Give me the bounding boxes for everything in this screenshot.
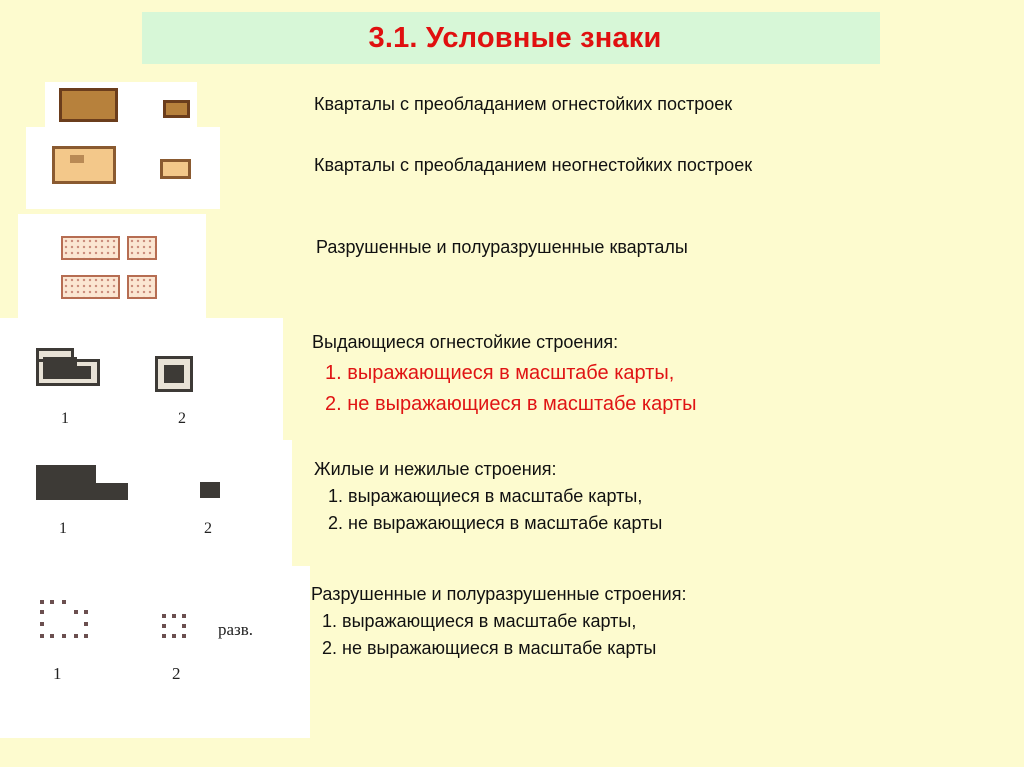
legend-ruined-blocks: Разрушенные и полуразрушенные кварталы xyxy=(316,237,688,257)
slide-title: 3.1. Условные знаки xyxy=(368,21,662,54)
title-bar xyxy=(142,12,880,64)
nonfireproof-block-inner-mark xyxy=(70,155,84,163)
residential-building-unscaled-symbol xyxy=(200,482,220,498)
residential-building-scaled-symbol-part-b xyxy=(94,483,128,500)
ruined-block-symbol-2 xyxy=(127,236,157,260)
legend-ruined-buildings-item-1: 1. выражающиеся в масштабе карты, xyxy=(322,611,637,631)
legend-residential-buildings-heading: Жилые и нежилые строения: xyxy=(314,459,557,479)
residential-building-number-2: 2 xyxy=(204,520,212,537)
legend-outstanding-buildings-heading: Выдающиеся огнестойкие строения: xyxy=(312,332,619,352)
outstanding-building-number-1: 1 xyxy=(61,410,69,427)
outstanding-building-scaled-symbol xyxy=(36,348,100,386)
fireproof-block-large-symbol xyxy=(59,88,118,122)
fireproof-block-small-symbol xyxy=(163,100,190,118)
nonfireproof-block-large-symbol xyxy=(52,146,116,184)
ruined-block-symbol-4 xyxy=(127,275,157,299)
nonfireproof-block-small-symbol xyxy=(160,159,191,179)
ruined-block-symbol-1 xyxy=(61,236,120,260)
legend-residential-buildings-item-2: 2. не выражающиеся в масштабе карты xyxy=(328,513,663,533)
ruined-building-unscaled-symbol xyxy=(160,612,190,642)
legend-outstanding-buildings-item-1: 1. выражающиеся в масштабе карты, xyxy=(325,362,675,384)
outstanding-building-unscaled-symbol xyxy=(155,356,193,392)
symbol-panel-residential-buildings xyxy=(0,440,292,568)
outstanding-building-number-2: 2 xyxy=(178,410,186,427)
residential-building-number-1: 1 xyxy=(59,520,67,537)
legend-ruined-buildings-heading: Разрушенные и полуразрушенные строения: xyxy=(311,584,687,604)
ruined-building-number-1: 1 xyxy=(53,664,62,683)
legend-fireproof-blocks: Кварталы с преобладанием огнестойких построек xyxy=(314,94,733,114)
legend-nonfireproof-blocks: Кварталы с преобладанием неогнестойких построек xyxy=(314,155,753,175)
legend-ruined-buildings-item-2: 2. не выражающиеся в масштабе карты xyxy=(322,638,657,658)
residential-building-scaled-symbol-part-a xyxy=(36,465,96,500)
ruined-building-number-2: 2 xyxy=(172,664,181,683)
legend-residential-buildings-item-1: 1. выражающиеся в масштабе карты, xyxy=(328,486,643,506)
legend-outstanding-buildings-item-2: 2. не выражающиеся в масштабе карты xyxy=(325,393,697,415)
symbol-panel-ruined-buildings xyxy=(0,566,310,738)
ruined-building-abbreviation: разв. xyxy=(218,620,254,639)
ruined-block-symbol-3 xyxy=(61,275,120,299)
symbol-panel-ruined-blocks xyxy=(18,214,206,320)
ruined-building-scaled-symbol xyxy=(36,598,92,642)
